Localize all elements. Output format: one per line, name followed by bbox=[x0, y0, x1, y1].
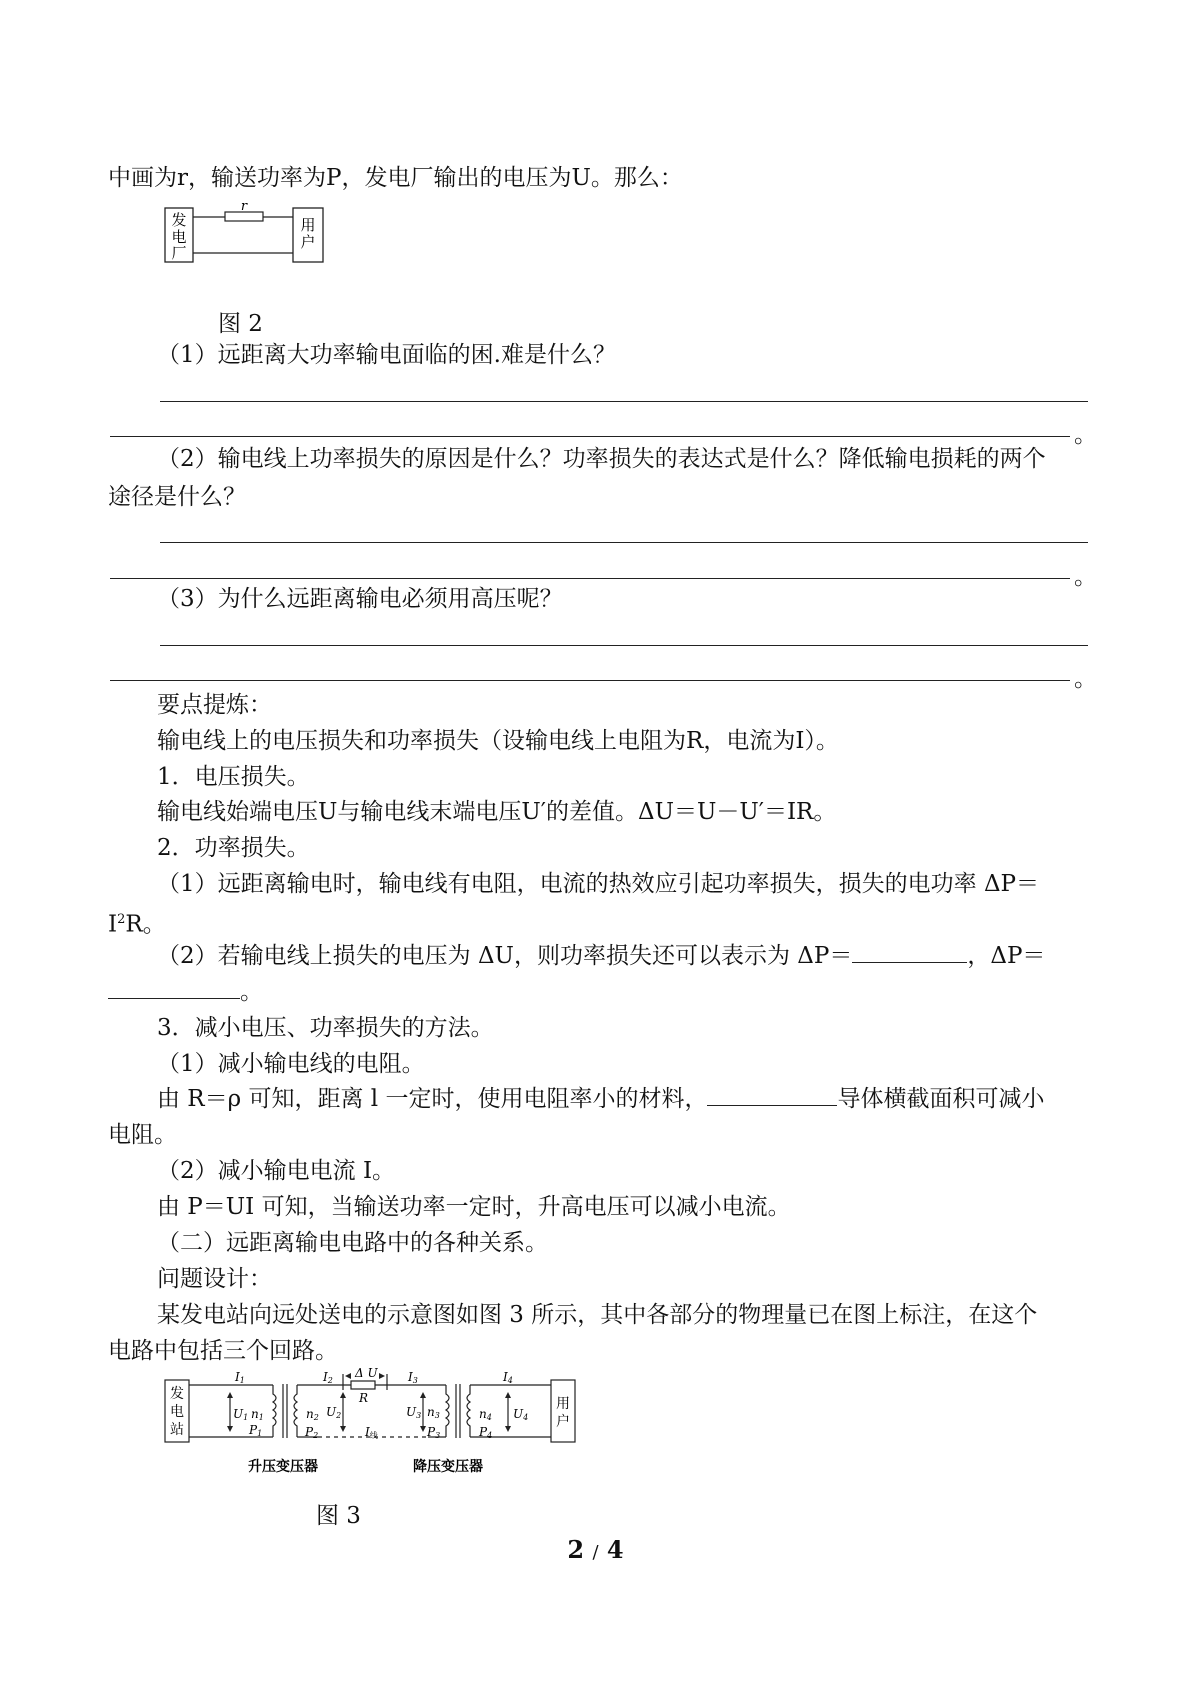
page-number: 2 / 4 bbox=[567, 1535, 624, 1564]
svg-text:n4: n4 bbox=[479, 1407, 492, 1422]
intro-text: 中画为r，输送功率为P，发电厂输出的电压为U。那么： bbox=[108, 165, 683, 191]
svg-text:P3: P3 bbox=[427, 1425, 441, 1440]
fig3-right-char-2: 户 bbox=[556, 1414, 570, 1430]
section-2-heading: （二）远距离输电电路中的各种关系。 bbox=[157, 1230, 548, 1256]
svg-text:I2: I2 bbox=[323, 1370, 333, 1385]
fig2-resistor-label: r bbox=[240, 200, 248, 214]
answer-line-q2b bbox=[110, 578, 1070, 579]
svg-text:U4: U4 bbox=[513, 1407, 529, 1422]
summary-s3-p2-text: 由 P＝UI 可知，当输送功率一定时，升高电压可以减小电流。 bbox=[157, 1194, 791, 1220]
svg-text:U1: U1 bbox=[233, 1407, 249, 1422]
fill-blank-dp-1[interactable] bbox=[852, 942, 967, 963]
svg-text:Δ U: Δ U bbox=[355, 1368, 378, 1380]
question-3: （3）为什么远距离输电必须用高压呢？ bbox=[157, 586, 563, 612]
svg-text:n3: n3 bbox=[427, 1405, 440, 1420]
fig2-left-char-2: 电 bbox=[171, 228, 187, 246]
fill-blank-dp-2[interactable] bbox=[108, 978, 240, 999]
summary-heading: 要点提炼： bbox=[157, 692, 272, 718]
section-2-design: 问题设计： bbox=[157, 1266, 272, 1292]
summary-s2-p2-line1: （2）若输电线上损失的电压为 ΔU，则功率损失还可以表示为 ΔP＝ ，ΔP＝ bbox=[157, 943, 1046, 969]
summary-s3-p1: （1）减小输电线的电阻。 bbox=[157, 1051, 425, 1077]
fig2-left-char-3: 厂 bbox=[171, 244, 187, 262]
fig3-left-char-3: 站 bbox=[170, 1422, 184, 1438]
section-2-text-line-1: 某发电站向远处送电的示意图如图 3 所示，其中各部分的物理量已在图上标注，在这个 bbox=[157, 1302, 1038, 1328]
summary-section-2: 2．功率损失。 bbox=[157, 835, 310, 861]
question-2-line-1: （2）输电线上功率损失的原因是什么？功率损失的表达式是什么？降低输电损耗的两个 bbox=[157, 446, 1046, 472]
answer-line-q3a bbox=[160, 645, 1088, 646]
summary-s3-p1-text: 由 R＝ρ 可知，距离 l 一定时，使用电阻率小的材料， 导体横截面积可减小 bbox=[157, 1086, 1045, 1112]
fig3-step-up-label: 升压变压器 bbox=[248, 1459, 318, 1475]
svg-text:I线: I线 bbox=[365, 1425, 378, 1440]
svg-text:P1: P1 bbox=[249, 1423, 263, 1438]
summary-intro: 输电线上的电压损失和功率损失（设输电线上电阻为R，电流为I）。 bbox=[157, 728, 839, 754]
answer-line-q2a bbox=[160, 542, 1088, 543]
section-2-text-line-2: 电路中包括三个回路。 bbox=[108, 1338, 338, 1364]
svg-text:P2: P2 bbox=[305, 1425, 319, 1440]
fill-blank-area[interactable] bbox=[707, 1085, 837, 1106]
summary-s2-p1-line2: $I^2R$。 bbox=[108, 911, 166, 938]
summary-section-1: 1．电压损失。 bbox=[157, 764, 310, 790]
question-1: （1）远距离大功率输电面临的困.难是什么？ bbox=[157, 342, 616, 368]
fig2-right-char-2: 户 bbox=[300, 233, 316, 251]
summary-section-3: 3．减小电压、功率损失的方法。 bbox=[157, 1015, 494, 1041]
answer-end-period-q2: 。 bbox=[1074, 564, 1097, 590]
figure-2-circuit bbox=[160, 200, 330, 270]
summary-s2-p2-line2: 。 bbox=[108, 977, 263, 1007]
figure-3-transmission-diagram bbox=[163, 1368, 583, 1484]
summary-s3-p1-text-2: 电阻。 bbox=[108, 1122, 177, 1148]
figure-2-caption: 图 2 bbox=[218, 311, 263, 337]
svg-text:I3: I3 bbox=[408, 1370, 418, 1385]
fig2-left-char-1: 发 bbox=[171, 211, 187, 229]
svg-text:n1: n1 bbox=[251, 1407, 264, 1422]
answer-line-q3b bbox=[110, 680, 1070, 681]
summary-s3-p2: （2）减小输电电流 I。 bbox=[157, 1158, 396, 1184]
question-2-line-2: 途径是什么？ bbox=[108, 484, 246, 510]
fig3-left-char-1: 发 bbox=[170, 1386, 184, 1402]
svg-text:R: R bbox=[359, 1391, 369, 1405]
svg-text:I4: I4 bbox=[503, 1370, 513, 1385]
svg-text:I1: I1 bbox=[235, 1370, 245, 1385]
fig3-resistor bbox=[351, 1381, 375, 1389]
answer-end-period-q1: 。 bbox=[1074, 422, 1097, 448]
svg-text:U2: U2 bbox=[326, 1405, 342, 1420]
fig2-right-char-1: 用 bbox=[300, 216, 316, 234]
fig3-right-char-1: 用 bbox=[556, 1396, 570, 1412]
summary-section-1-text: 输电线始端电压U与输电线末端电压U′的差值。ΔU＝U－U′＝IR。 bbox=[157, 799, 837, 825]
svg-text:U3: U3 bbox=[406, 1405, 422, 1420]
answer-end-period-q3: 。 bbox=[1074, 666, 1097, 692]
summary-s2-p1-line1: （1）远距离输电时，输电线有电阻，电流的热效应引起功率损失，损失的电功率 ΔP＝ bbox=[157, 871, 1040, 897]
svg-text:n2: n2 bbox=[306, 1407, 319, 1422]
answer-line-q1b bbox=[110, 436, 1070, 437]
figure-3-caption: 图 3 bbox=[316, 1503, 361, 1529]
fig3-left-char-2: 电 bbox=[170, 1404, 184, 1420]
svg-text:P4: P4 bbox=[479, 1425, 493, 1440]
answer-line-q1a bbox=[160, 401, 1088, 402]
fig3-step-down-label: 降压变压器 bbox=[413, 1459, 483, 1475]
